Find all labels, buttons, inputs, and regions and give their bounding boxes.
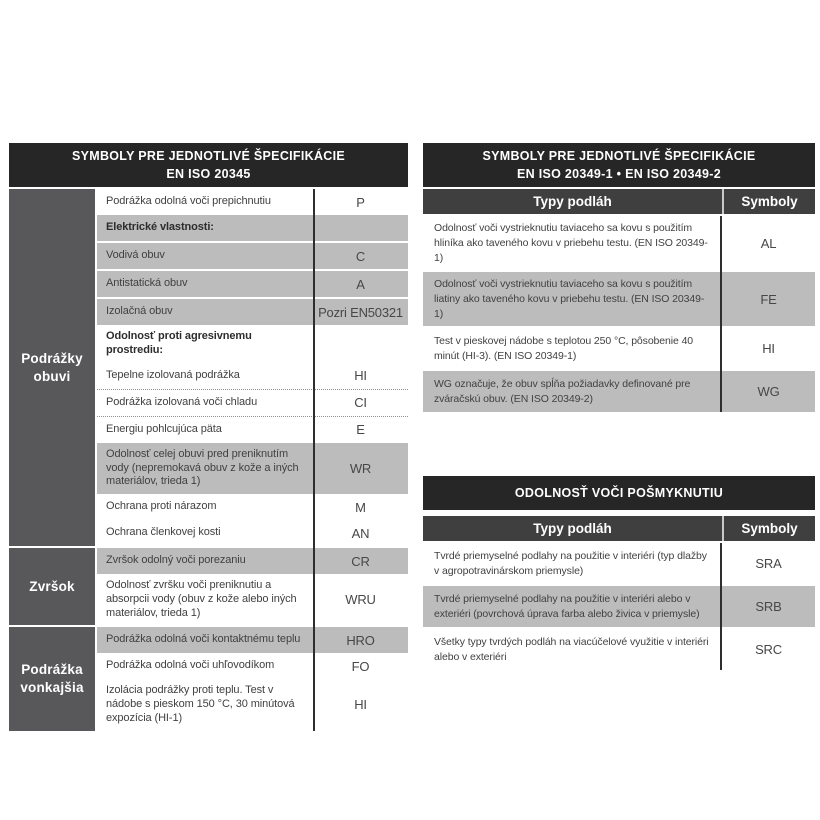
row-description: Podrážka odolná voči uhľovodíkom (106, 659, 275, 672)
row-symbol: WG (757, 384, 780, 400)
row-symbol: P (356, 194, 365, 210)
row-symbol: SRB (755, 599, 782, 615)
slip-resistance-body (423, 543, 815, 670)
table-row-group (9, 548, 408, 625)
slip-resistance-table (423, 476, 815, 672)
row-symbol: Pozri EN50321 (318, 304, 403, 320)
row-list (97, 627, 408, 730)
row-description: Odolnosť voči vystrieknutiu taviaceho sa kovu s použitím liatiny ako taveného kovu v priebehu testu. (EN ISO 20349-1) (434, 278, 705, 320)
row-description: Všetky typy tvrdých podláh na viacúčelové využitie v interiéri alebo v exteriéri (434, 635, 709, 663)
table-row (97, 189, 408, 215)
row-list (97, 548, 408, 625)
row-symbol: HI (354, 697, 367, 713)
row-symbol: FO (351, 658, 370, 674)
table-row (423, 543, 815, 584)
table-row (97, 363, 408, 390)
table-row (97, 417, 408, 443)
table-title (423, 143, 815, 187)
table-row (97, 325, 408, 363)
row-symbol: SRC (755, 642, 782, 658)
table-row (97, 548, 408, 574)
row-description: Podrážka izolovaná voči chladu (106, 395, 258, 408)
en-iso-20345-body (9, 189, 408, 730)
row-symbol: HI (762, 341, 775, 357)
table-row (97, 243, 408, 269)
row-symbol: WRU (345, 592, 376, 608)
sidebar-cell-label: Podrážky obuvi (21, 351, 83, 384)
table-title-line2: EN ISO 20345 (166, 167, 251, 182)
column-header-types: Typy podláh (423, 516, 724, 541)
row-description: Ochrana proti nárazom (106, 500, 217, 513)
table-row (423, 216, 815, 270)
row-symbol: WR (349, 460, 372, 476)
row-description: Podrážka odolná voči prepichnutiu (106, 195, 271, 208)
column-header-symbols: Symboly (741, 521, 798, 537)
row-description: Odolnosť proti agresivnemu prostrediu: (106, 330, 252, 356)
table-row (97, 574, 408, 625)
row-description: Izolácia podrážky proti teplu. Test v nádobe s pieskom 150 °C, 30 minútová expozícia (HI-1) (106, 684, 295, 724)
column-header-symbols: Symboly (741, 194, 798, 210)
row-description: Zvršok odolný voči porezaniu (106, 554, 246, 567)
row-symbol: FE (760, 291, 777, 307)
row-description: Vodivá obuv (106, 249, 165, 262)
row-description: Ochrana členkovej kosti (106, 526, 221, 539)
table-row (97, 443, 408, 494)
table-row (97, 299, 408, 325)
row-description: Odolnosť zvršku voči preniknutiu a absorpcii vody (obuv z kože alebo iných materiálov, trieda 1) (106, 579, 297, 619)
en-iso-20345-table (9, 143, 408, 731)
row-description: Izolačná obuv (106, 305, 173, 318)
sidebar-cell-label: Zvršok (29, 578, 75, 594)
table-row-group (9, 189, 408, 546)
table-title-line1: SYMBOLY PRE JEDNOTLIVÉ ŠPECIFIKÁCIE (71, 149, 346, 163)
row-description: Podrážka odolná voči kontaktnému teplu (106, 633, 301, 646)
table-row (423, 272, 815, 326)
table-row (423, 629, 815, 670)
sidebar-cell-label: Podrážka vonkajšia (20, 662, 84, 695)
table-row (423, 328, 815, 369)
row-symbol: SRA (755, 556, 782, 572)
row-description: WG označuje, že obuv spĺňa požiadavky definované pre zváračskú obuv. (EN ISO 20349-2) (434, 378, 691, 405)
table-title (423, 476, 815, 510)
table-row (97, 390, 408, 417)
row-description: Tvrdé priemyselné podlahy na použitie v interiéri (typ dlažby v agropotravinárskom priemysle) (434, 549, 707, 577)
table-row (97, 215, 408, 241)
table-row (97, 653, 408, 679)
table-row (97, 520, 408, 546)
row-symbol: CR (351, 553, 370, 569)
row-description: Tepelne izolovaná podrážka (106, 368, 240, 381)
row-description: Test v pieskovej nádobe s teplotou 250 °C, pôsobenie 40 minút (HI-3). (EN ISO 20349-1) (434, 335, 694, 362)
table-row (97, 271, 408, 297)
row-description: Odolnosť celej obuvi pred preniknutím vody (nepremokavá obuv z kože a iných materiálov, trieda 1) (106, 447, 299, 488)
column-header-row (423, 189, 815, 214)
row-list (97, 189, 408, 546)
row-symbol: AN (351, 525, 370, 541)
row-symbol: C (355, 248, 366, 264)
row-description: Energiu pohlcujúca päta (106, 422, 222, 435)
row-description: Elektrické vlastnosti: (106, 221, 214, 234)
table-title-line1: ODOLNOSŤ VOČI POŠMYKNUTIU (514, 486, 724, 500)
table-row (97, 494, 408, 520)
row-symbol: A (356, 276, 365, 292)
row-symbol (313, 325, 408, 363)
table-row (97, 679, 408, 730)
en-iso-20349-table (423, 143, 815, 414)
table-title (9, 143, 408, 187)
table-title-line1: SYMBOLY PRE JEDNOTLIVÉ ŠPECIFIKÁCIE (482, 149, 756, 163)
column-header-types: Typy podláh (423, 189, 724, 214)
column-header-row (423, 516, 815, 541)
row-symbol: AL (760, 235, 777, 251)
row-symbol (313, 215, 408, 241)
sidebar-cell (9, 189, 95, 546)
row-symbol: HRO (346, 632, 375, 648)
table-row-group (9, 627, 408, 730)
row-description: Odolnosť voči vystrieknutiu taviaceho sa kovu s použitím hliníka ako taveného kovu v priebehu testu. (EN ISO 20349-1) (434, 222, 708, 264)
en-iso-20349-body (423, 216, 815, 412)
row-symbol: HI (354, 368, 367, 384)
row-symbol: M (355, 499, 366, 515)
row-symbol: CI (354, 395, 367, 411)
table-title-line2: EN ISO 20349-1 • EN ISO 20349-2 (516, 167, 722, 182)
row-symbol: E (356, 422, 365, 438)
row-description: Tvrdé priemyselné podlahy na použitie v interiéri alebo v exteriéri (povrchová úprava farba alebo živica v priemysle) (434, 592, 700, 620)
table-row (423, 371, 815, 412)
sidebar-cell (9, 627, 95, 730)
row-description: Antistatická obuv (106, 277, 188, 290)
table-row (423, 586, 815, 627)
sidebar-cell (9, 548, 95, 625)
table-row (97, 627, 408, 653)
